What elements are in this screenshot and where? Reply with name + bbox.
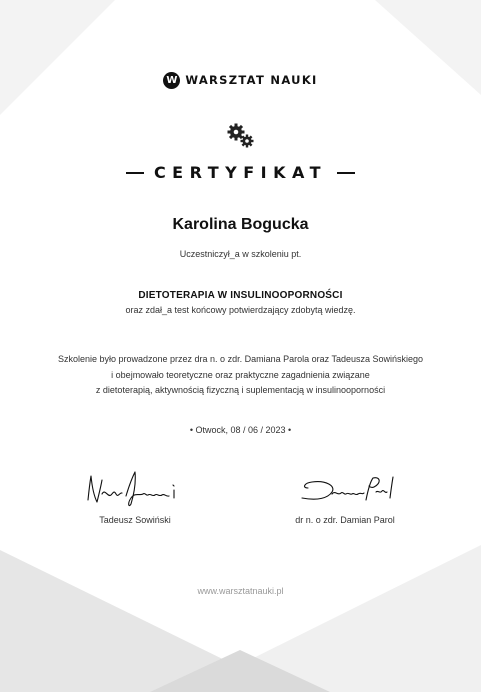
logo-badge: W bbox=[163, 72, 180, 89]
title-dash-left bbox=[126, 172, 144, 174]
signature-parol bbox=[298, 474, 398, 506]
description-line: i obejmowało teoretyczne oraz praktyczne zagadnienia związane bbox=[111, 369, 370, 380]
gears-icon bbox=[0, 122, 481, 150]
signature-sowinski bbox=[82, 468, 192, 510]
signer-name: dr n. o zdr. Damian Parol bbox=[295, 515, 395, 525]
brand-name: WARSZTAT NAUKI bbox=[185, 73, 318, 87]
footer-website: www.warsztatnauki.pl bbox=[197, 586, 284, 596]
intro-text: Uczestniczył_a w szkoleniu pt. bbox=[179, 249, 302, 259]
brand-logo bbox=[0, 70, 481, 90]
title-dash-right bbox=[337, 172, 355, 174]
recipient-name: Karolina Bogucka bbox=[172, 216, 309, 233]
place-date: • Otwock, 08 / 06 / 2023 • bbox=[189, 425, 292, 435]
course-title: DIETOTERAPIA W INSULINOOPORNOŚCI bbox=[138, 290, 343, 301]
description-line: Szkolenie było prowadzone przez dra n. o zdr. Damiana Parola oraz Tadeusza Sowińskiego bbox=[57, 354, 424, 364]
description bbox=[0, 352, 481, 399]
description-line: z dietoterapią, aktywnością fizyczną i suplementacją w insulinooporności bbox=[95, 385, 386, 395]
certificate-title bbox=[0, 163, 481, 182]
title-text: CERTYFIKAT bbox=[153, 163, 328, 182]
passed-text: oraz zdał_a test końcowy potwierdzający zdobytą wiedzę. bbox=[125, 305, 356, 315]
signer-name: Tadeusz Sowiński bbox=[99, 515, 171, 525]
